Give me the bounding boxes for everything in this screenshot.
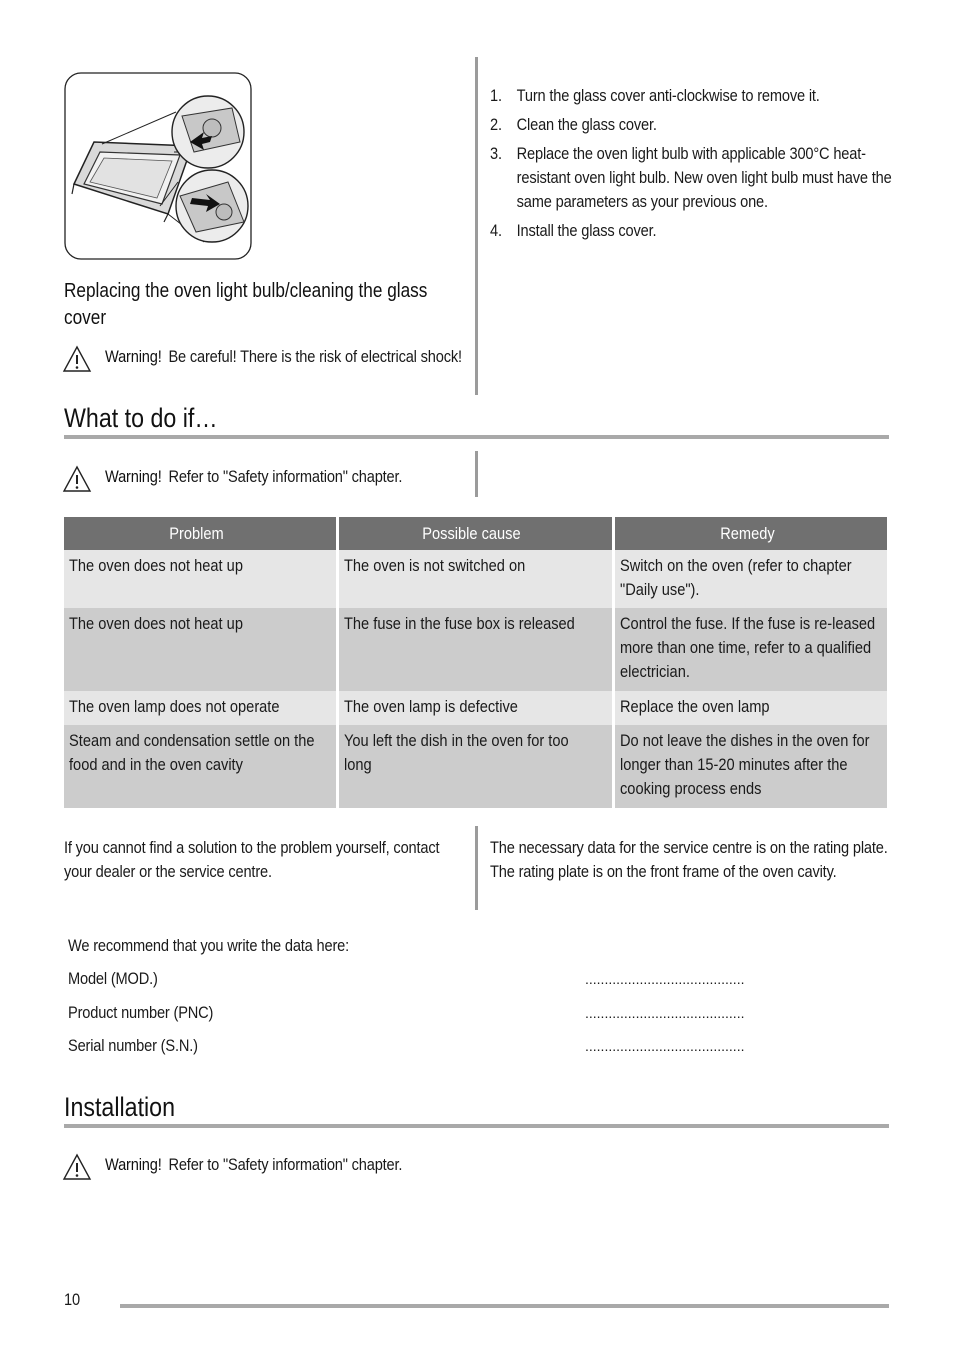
column-divider xyxy=(475,451,478,497)
warning-label: Warning! xyxy=(105,467,162,486)
table-row: The oven does not heat up The oven is not switched on Switch on the oven (refer to chapter "Daily use"). xyxy=(64,550,887,608)
column-divider xyxy=(475,57,478,395)
warning-icon xyxy=(62,465,92,493)
oven-lamp-illustration xyxy=(64,72,252,260)
page-number: 10 xyxy=(64,1290,80,1309)
list-item: 2. Clean the glass cover. xyxy=(490,115,657,134)
field-label: Product number (PNC) xyxy=(68,1003,214,1022)
table-header: Problem xyxy=(64,517,336,550)
field-blank: ......................................... xyxy=(585,1005,745,1021)
footer-rule xyxy=(120,1304,889,1308)
section-subheading: Replacing the oven light bulb/cleaning the glass cover xyxy=(64,280,428,329)
field-label: Serial number (S.N.) xyxy=(68,1036,198,1055)
table-header: Remedy xyxy=(615,517,887,550)
field-label: Model (MOD.) xyxy=(68,969,158,988)
section-rule xyxy=(64,435,889,439)
list-item: 3. Replace the oven light bulb with applicable 300°C heat-resistant oven light bulb. New oven light bulb must have the same parameters as your previous one. xyxy=(490,144,892,211)
table-row: The oven lamp does not operate The oven lamp is defective Replace the oven lamp xyxy=(64,691,887,725)
warning-label: Warning! xyxy=(105,347,162,366)
column-divider xyxy=(475,826,478,910)
warning-label: Warning! xyxy=(105,1155,162,1174)
field-blank: ......................................... xyxy=(585,971,745,987)
warning-text: Refer to "Safety information" chapter. xyxy=(168,467,403,486)
section-title: What to do if… xyxy=(64,403,218,433)
troubleshooting-table xyxy=(61,517,890,808)
table-row: Steam and condensation settle on the food and in the oven cavity You left the dish in the oven for too long Do not leave the dishes in the oven for longer than 15-20 minutes after the cooking process ends xyxy=(64,725,887,808)
recommend-text: We recommend that you write the data here: xyxy=(68,936,350,955)
warning-text: Refer to "Safety information" chapter. xyxy=(168,1155,403,1174)
help-text-left: If you cannot find a solution to the problem yourself, contact your dealer or the service centre. xyxy=(64,838,440,881)
warning-icon xyxy=(62,345,92,373)
steps-list xyxy=(490,84,892,243)
warning-icon xyxy=(62,1153,92,1181)
section-rule xyxy=(64,1124,889,1128)
list-item: 4. Install the glass cover. xyxy=(490,221,657,240)
field-blank: ......................................... xyxy=(585,1038,745,1054)
help-text-right: The necessary data for the service centre is on the rating plate. The rating plate is on the front frame of the oven cavity. xyxy=(490,838,888,881)
section-title: Installation xyxy=(64,1092,176,1122)
table-row: The oven does not heat up The fuse in the fuse box is released Control the fuse. If the fuse is re-leased more than one time, refer to a qualified electrician. xyxy=(64,608,887,691)
warning-text: Be careful! There is the risk of electrical shock! xyxy=(168,347,462,366)
table-header: Possible cause xyxy=(339,517,611,550)
list-item: 1. Turn the glass cover anti-clockwise to remove it. xyxy=(490,86,820,105)
